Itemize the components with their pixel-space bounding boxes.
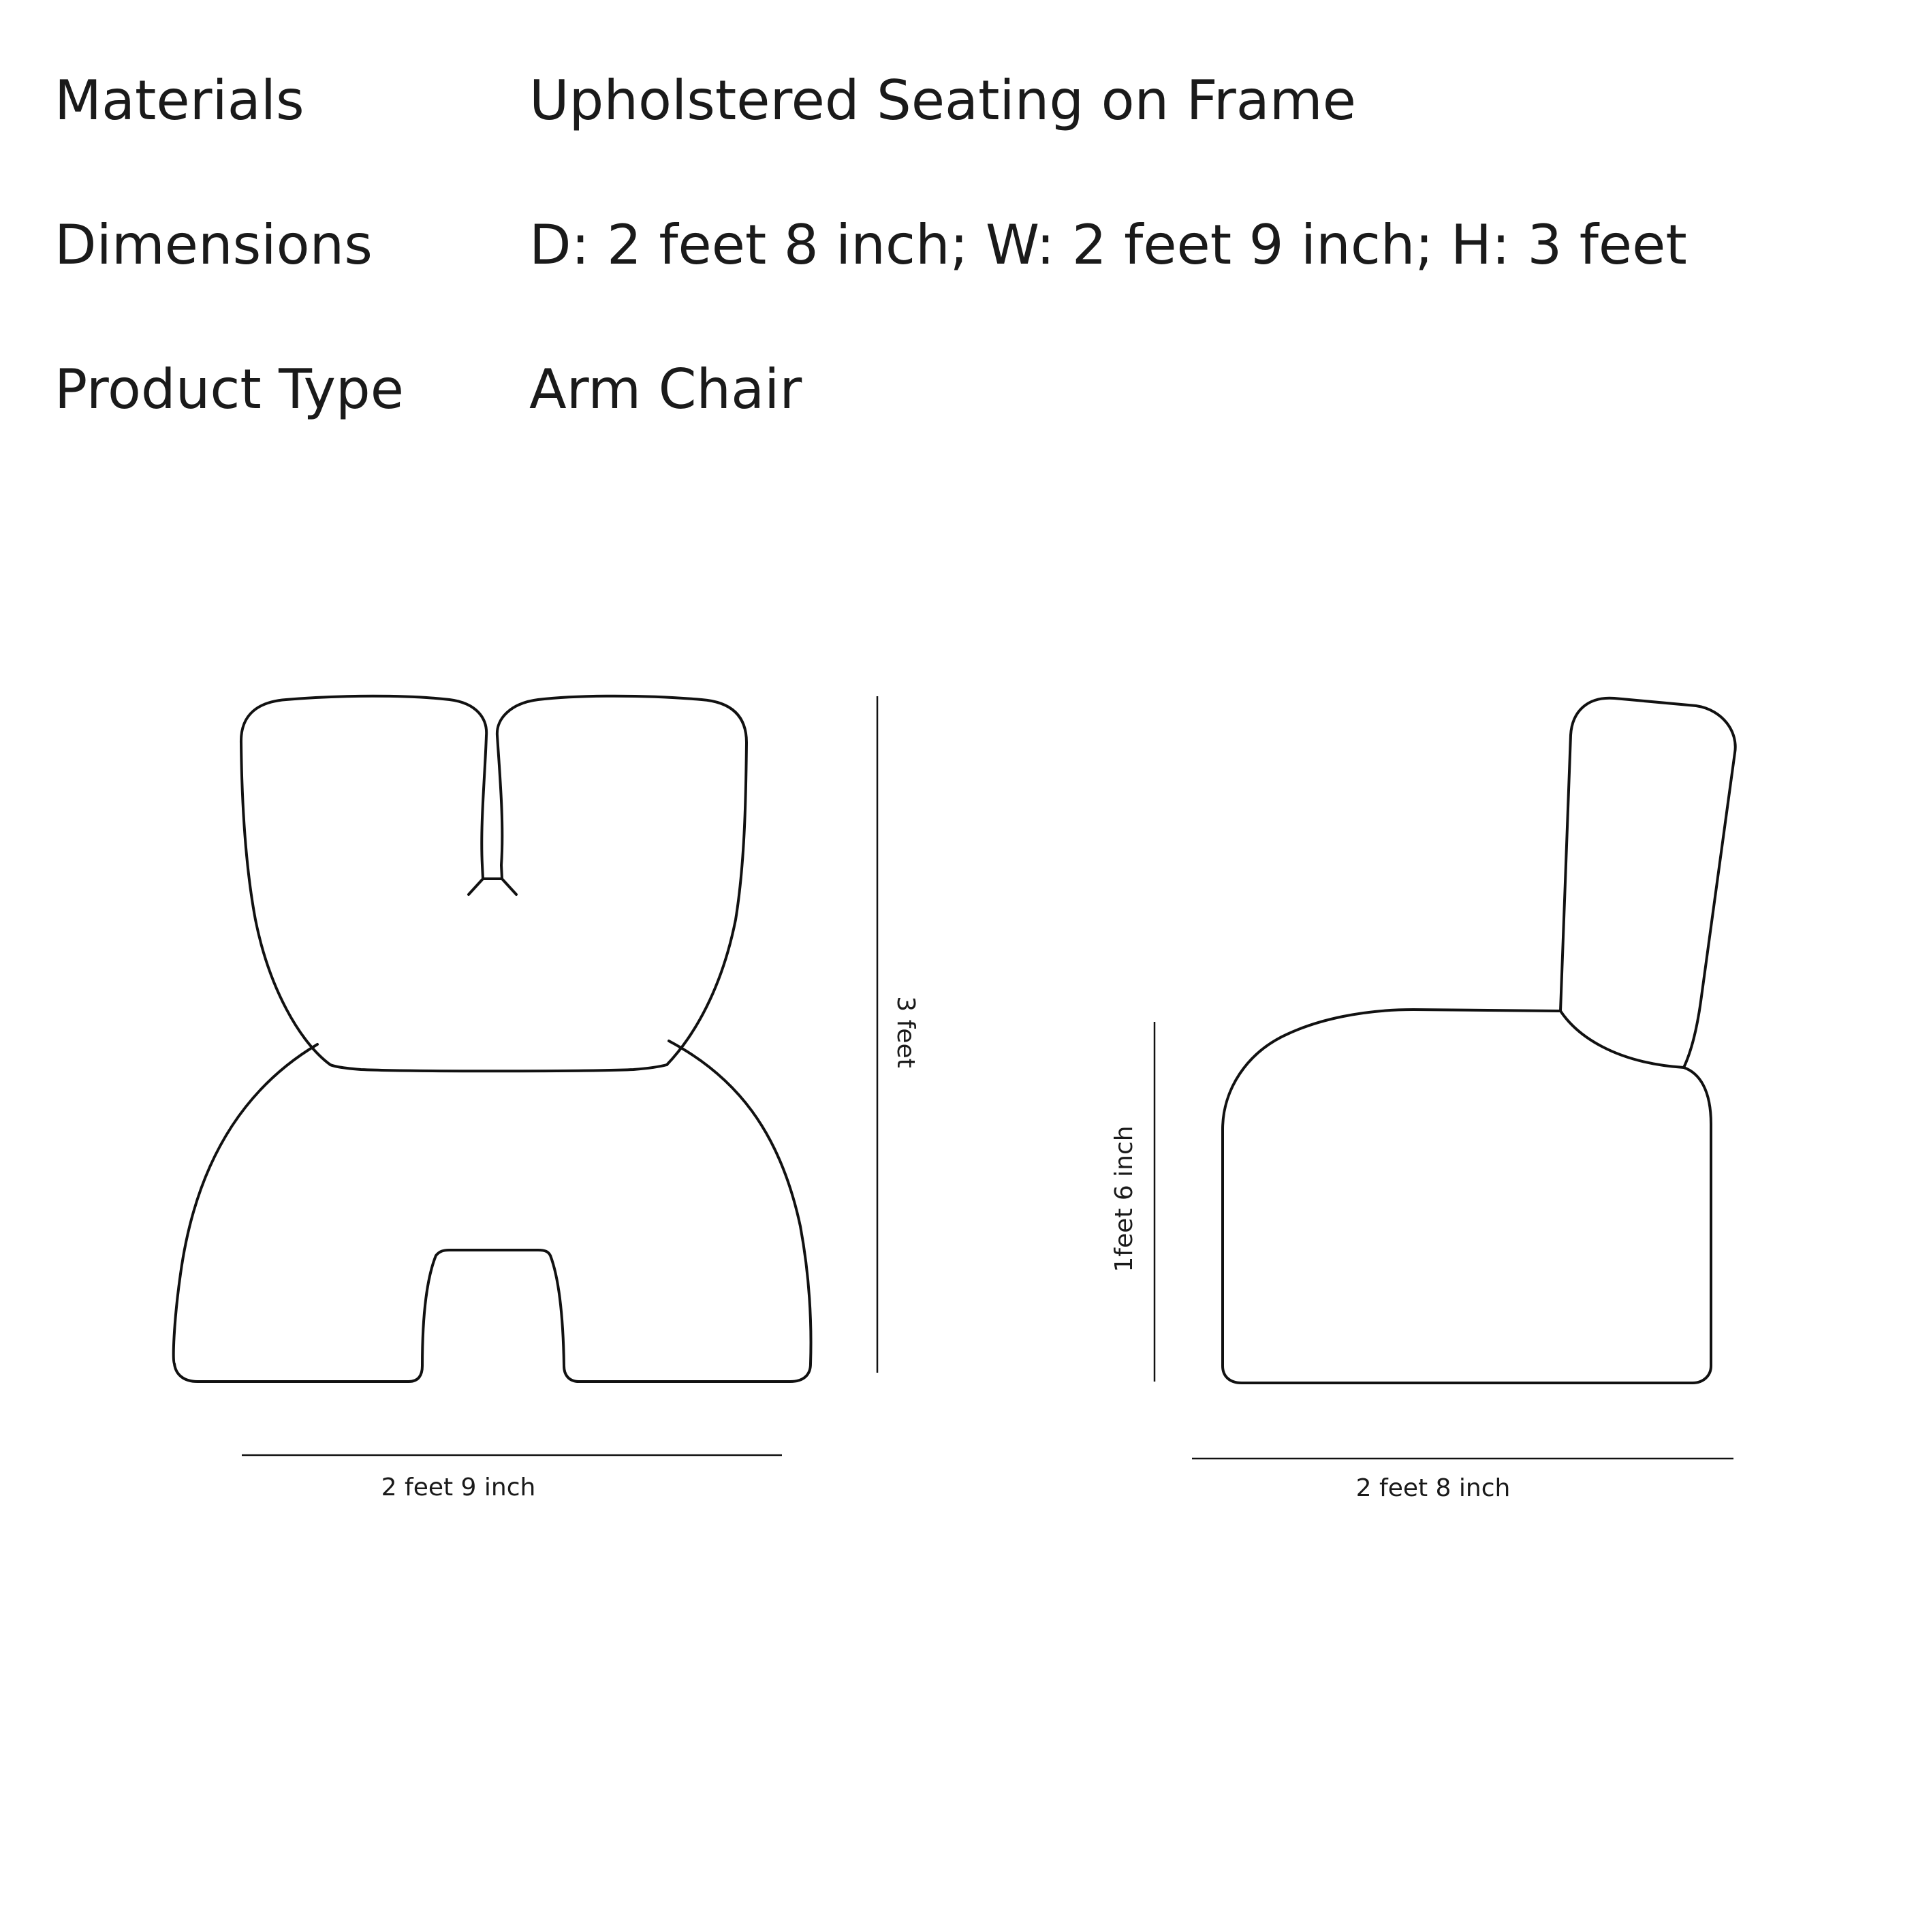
front-base — [174, 1041, 811, 1382]
front-seat-edge — [330, 1065, 667, 1071]
front-view — [174, 696, 920, 1501]
front-width-label: 2 feet 9 inch — [381, 1474, 536, 1501]
front-height-label: 3 feet — [892, 996, 920, 1068]
product-type-label: Product Type — [54, 358, 404, 421]
materials-value: Upholstered Seating on Frame — [529, 69, 1356, 132]
side-depth-label: 2 feet 8 inch — [1355, 1474, 1511, 1502]
side-view — [1110, 698, 1736, 1502]
product-type-value: Arm Chair — [529, 358, 802, 421]
materials-label: Materials — [54, 69, 304, 132]
front-backrest-right-cushion — [497, 696, 747, 1065]
side-seat-height-label: 1feet 6 inch — [1110, 1125, 1138, 1273]
front-center-seam — [469, 879, 516, 894]
dimensions-value: D: 2 feet 8 inch; W: 2 feet 9 inch; H: 3 feet — [529, 213, 1687, 277]
dimensions-label: Dimensions — [54, 213, 373, 277]
side-backrest-cushion — [1560, 698, 1736, 1068]
side-seat-cushion — [1223, 1010, 1711, 1383]
front-backrest-left-cushion — [241, 696, 486, 1065]
